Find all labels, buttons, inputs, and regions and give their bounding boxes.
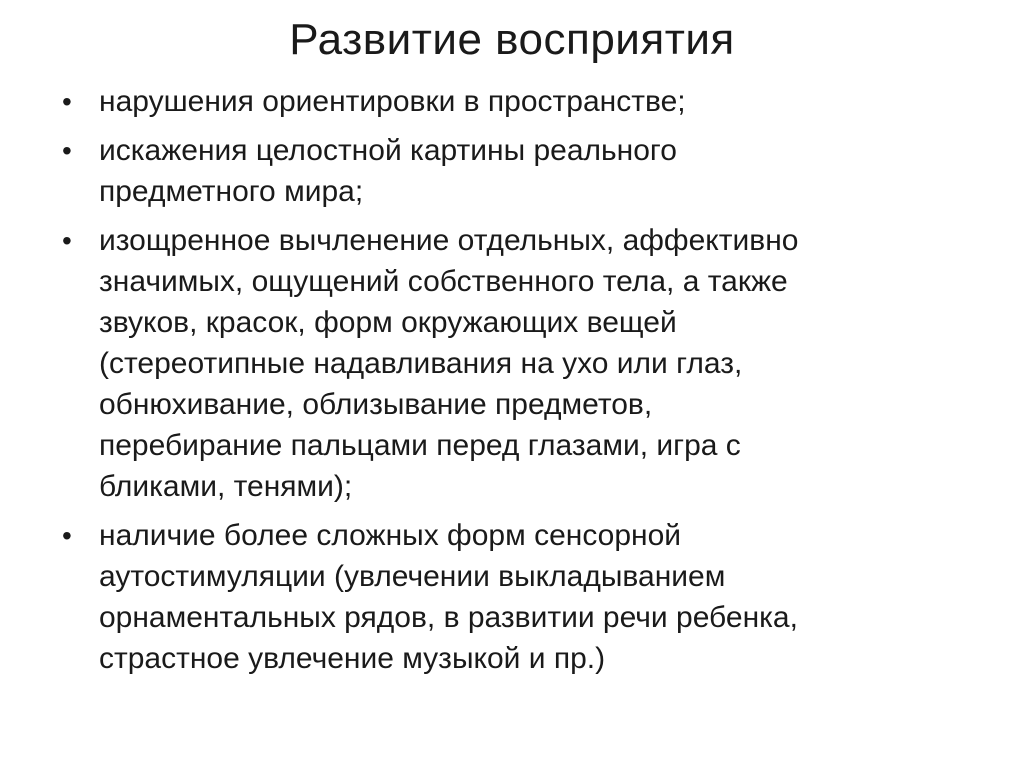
bullet-dot-icon: • bbox=[62, 135, 72, 166]
bullet-text-line: аутостимуляции (увлечении выкладыванием bbox=[99, 560, 726, 593]
bullet-dot-icon: • bbox=[62, 520, 72, 551]
bullet-item-distortion bbox=[56, 130, 986, 212]
bullet-text-line: бликами, тенями); bbox=[99, 470, 353, 503]
bullet-text-line: нарушения ориентировки в пространстве; bbox=[99, 85, 686, 118]
bullet-text-line: перебирание пальцами перед глазами, игра с bbox=[99, 429, 741, 462]
bullet-dot-icon: • bbox=[62, 86, 72, 117]
bullet-item-sensations bbox=[56, 220, 986, 507]
bullet-text-line: изощренное вычленение отдельных, аффективно bbox=[99, 224, 799, 257]
bullet-text-line: страстное увлечение музыкой и пр.) bbox=[99, 642, 606, 675]
bullet-list bbox=[56, 81, 986, 687]
bullet-text-line: наличие более сложных форм сенсорной bbox=[99, 519, 682, 552]
bullet-item-orientation bbox=[56, 81, 986, 122]
bullet-text-line: орнаментальных рядов, в развитии речи ребенка, bbox=[99, 601, 798, 634]
bullet-item-autostimulation bbox=[56, 515, 986, 679]
slide-title: Развитие восприятия bbox=[289, 15, 735, 64]
bullet-text-line: (стереотипные надавливания на ухо или глаз, bbox=[99, 347, 743, 380]
bullet-text-line: искажения целостной картины реального bbox=[99, 134, 677, 167]
bullet-dot-icon: • bbox=[62, 225, 72, 256]
bullet-text-line: предметного мира; bbox=[99, 175, 364, 208]
bullet-text-line: обнюхивание, облизывание предметов, bbox=[99, 388, 653, 421]
bullet-text-line: звуков, красок, форм окружающих вещей bbox=[99, 306, 677, 339]
bullet-text-line: значимых, ощущений собственного тела, а также bbox=[99, 265, 788, 298]
